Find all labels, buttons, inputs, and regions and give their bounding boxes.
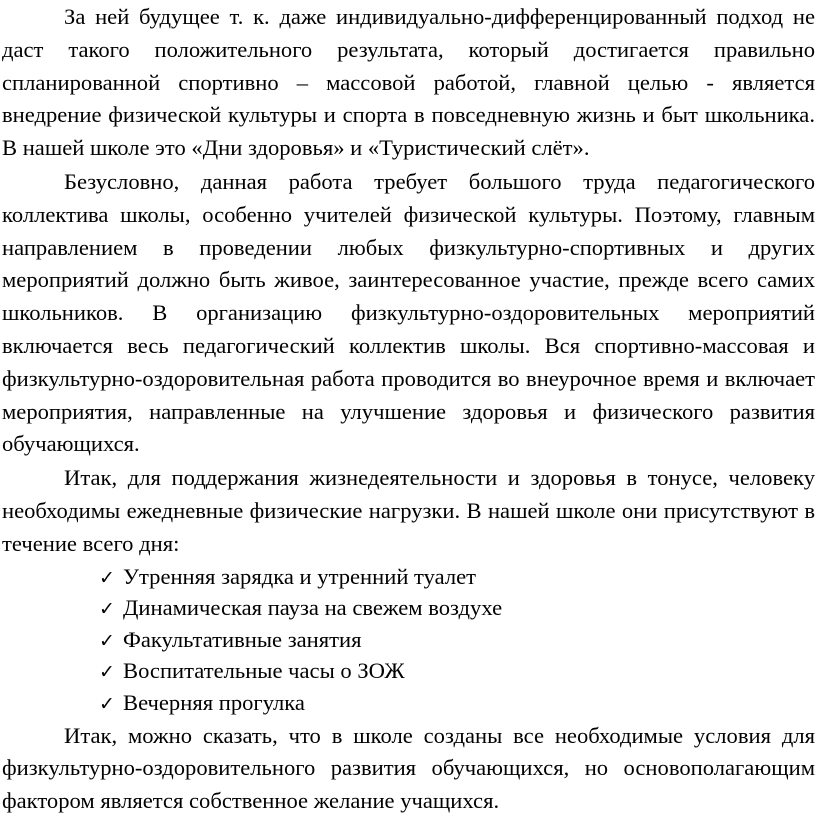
- paragraph-1: За ней будущее т. к. даже индивидуально-дифференцированный подход не даст такого положительного результата, который достигается правильно спланированной спортивно – массовой работой, главной целью - является внедрение физической культуры и спорта в повседневную жизнь и быт школьника. В нашей школе это «Дни здоровья» и «Туристический слёт».: [2, 4, 815, 161]
- checkmark-icon: ✓: [99, 629, 115, 652]
- list-item-label: Утренняя зарядка и утренний туалет: [123, 563, 477, 589]
- checkmark-icon: ✓: [99, 661, 115, 684]
- checkmark-icon: ✓: [99, 598, 115, 621]
- checkmark-icon: ✓: [99, 692, 115, 715]
- list-item: [99, 561, 815, 593]
- list-item-label: Вечерняя прогулка: [123, 689, 305, 715]
- list-item-label: Факультативные занятия: [123, 626, 362, 652]
- list-item: [99, 655, 815, 687]
- list-item-label: Динамическая пауза на свежем воздухе: [123, 595, 503, 621]
- list-item: [99, 687, 815, 719]
- paragraph-2: Безусловно, данная работа требует большого труда педагогического коллектива школы, особенно учителей физической культуры. Поэтому, главным направлением в проведении любых физкультурно-спортивных и других мероприятий должно быть живое, заинтересованное участие, прежде всего самих школьников. В организацию физкультурно-оздоровительных мероприятий включается весь педагогический коллектив школы. Вся спортивно-массовая и физкультурно-оздоровительная работа проводится во внеурочное время и включает мероприятия, направленные на улучшение здоровья и физического развития обучающихся.: [2, 168, 815, 457]
- closing-paragraph: Итак, можно сказать, что в школе созданы все необходимые условия для физкультурно-оздоровительного развития обучающихся, но основополагающим фактором является собственное желание учащихся.: [2, 722, 815, 814]
- list-item: [99, 624, 815, 656]
- activities-checklist: [2, 561, 815, 719]
- list-item-label: Воспитательные часы о ЗОЖ: [123, 658, 405, 684]
- paragraph-3: Итак, для поддержания жизнедеятельности и здоровья в тонусе, человеку необходимы ежедневные физические нагрузки. В нашей школе они присутствуют в течение всего дня:: [2, 465, 815, 556]
- checkmark-icon: ✓: [99, 566, 115, 589]
- list-item: [99, 592, 815, 624]
